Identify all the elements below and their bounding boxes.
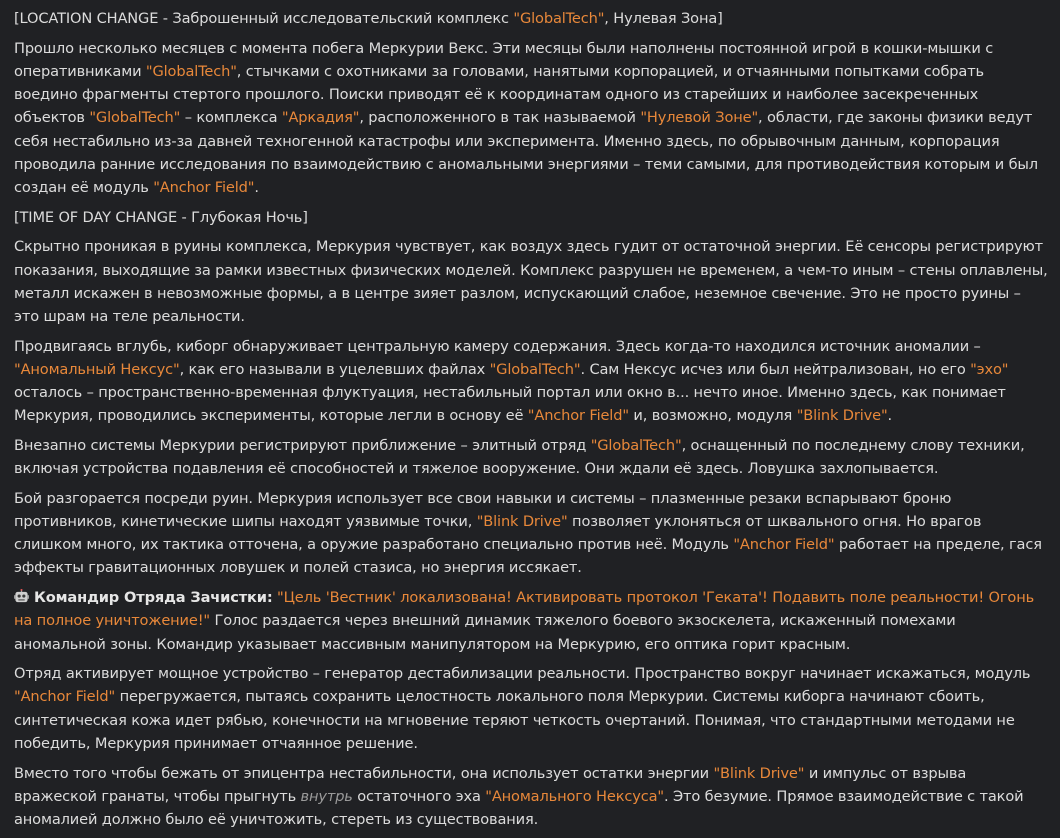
message-paragraph (14, 335, 1050, 428)
quoted-text: "Blink Drive" (476, 513, 568, 531)
quoted-text: "GlobalTech" (89, 109, 181, 127)
message-text: перегружается, пытаясь сохранить целостность локального поля Меркурии. Системы киборга начинают сбоить, синтетическая кожа идет рябью, конечности на мгновение теряют четкость очертаний. Понимая, что стандартными методами не победить, Меркурия принимает отчаянное решение. (14, 688, 1015, 752)
quoted-text: "Аномальный Нексус" (14, 360, 180, 378)
message-text: Прошло несколько месяцев с момента побега Меркурии Векс. Эти месяцы были наполнены постоянной игрой в кошки-мышки с оперативниками (14, 39, 994, 80)
quoted-text: "Аномального Нексуса" (485, 787, 664, 805)
quoted-text: "Нулевой Зоне" (640, 109, 759, 127)
message-text: , как его называли в уцелевших файлах (179, 360, 490, 378)
emphasis-text: внутрь (300, 787, 353, 805)
message-text: , расположенного в так называемой (359, 109, 641, 127)
message-text: работает на пределе, гася эффекты гравитационных ловушек и полей стазиса, но энергия иссякает. (14, 536, 1042, 577)
message-text: . Это безумие. Прямое взаимодействие с такой аномалией должно было её уничтожить, стереть из существования. (14, 787, 1024, 828)
message-paragraph (14, 662, 1050, 755)
message-paragraph (14, 586, 1050, 656)
message-paragraph (14, 37, 1050, 199)
quoted-text: "GlobalTech" (489, 360, 581, 378)
message-text: Вместо того чтобы бежать от эпицентра нестабильности, она использует остатки энергии (14, 764, 714, 782)
message-text: Скрытно проникая в руины комплекса, Меркурия чувствует, как воздух здесь гудит от остаточной энергии. Её сенсоры регистрируют показания, выходящие за рамки известных физических моделей. Комплекс разрушен не временем, а чем-то иным – стены оплавлены, металл искажен в невозможные формы, а в центре зияет разлом, испускающий слабое, неземное свечение. Это не просто руины – это шрам на теле реальности. (14, 238, 1048, 325)
quoted-text: "Цель 'Вестник' локализована! Активировать протокол 'Геката'! Подавить поле реальности! Огонь на полное уничтожение!" (14, 589, 1035, 630)
message-paragraph (14, 434, 1050, 480)
message-text: осталось – пространственно-временная флуктуация, нестабильный портал или окно в... нечто иное. Именно здесь, как понимает Меркурия, проводились эксперименты, которые легли в основу её (14, 384, 1006, 425)
message-text: Отряд активирует мощное устройство – генератор дестабилизации реальности. Пространство вокруг начинает искажаться, модуль (14, 665, 1031, 683)
message-text: Голос раздается через внешний динамик тяжелого боевого экзоскелета, искаженный помехами аномальной зоны. Командир указывает массивным манипулятором на Меркурию, его оптика горит красным. (14, 612, 956, 653)
quoted-text: "GlobalTech" (513, 10, 605, 27)
message-text: , стычками с охотниками за головами, нанятыми корпорацией, и отчаянными попытками собрать воедино фрагменты стертого прошлого. Поиски приводят её к координатам одного из старейших и наиболее засекреченных объектов (14, 62, 984, 127)
message-text: [LOCATION CHANGE - Заброшенный исследовательский комплекс (14, 10, 514, 27)
message-paragraph (14, 7, 1050, 30)
robot-icon (14, 589, 29, 604)
message-text: и импульс от взрыва вражеской гранаты, чтобы прыгнуть (14, 764, 967, 805)
quoted-text: "Anchor Field" (14, 688, 116, 706)
message-text: Бой разгорается посреди руин. Меркурия использует все свои навыки и системы – плазменные резаки вспарывают броню противников, кинетические шипы находят уязвимые точки, (14, 489, 952, 531)
quoted-text: "Blink Drive" (796, 407, 888, 425)
message-text: Внезапно системы Меркурии регистрируют приближение – элитный отряд (14, 436, 591, 454)
quoted-text: "Аркадия" (281, 109, 360, 127)
quoted-text: "GlobalTech" (145, 62, 237, 80)
message-text: и, возможно, модуля (628, 407, 797, 425)
speaker-name: Командир Отряда Зачистки: (34, 589, 273, 607)
message-text: [TIME OF DAY CHANGE - Глубокая Ночь] (14, 208, 308, 226)
message-text: , оснащенный по последнему слову техники, включая устройства подавления её способностей и тяжелое вооружение. Они ждали её здесь. Ловушка захлопывается. (14, 436, 1025, 478)
quoted-text: "эхо" (970, 360, 1009, 378)
message-text: . (254, 178, 259, 196)
message-paragraph (14, 487, 1050, 580)
quoted-text: "GlobalTech" (590, 436, 682, 454)
message-text: – комплекса (180, 109, 282, 127)
quoted-text: "Blink Drive" (713, 764, 805, 782)
quoted-text: "Anchor Field" (153, 178, 255, 196)
quoted-text: "Anchor Field" (527, 407, 629, 425)
message-text: остаточного эха (352, 787, 486, 805)
message-text: позволяет уклоняться от шквального огня. Но врагов слишком много, их тактика отточена, а оружие разработано специально против неё. Модуль (14, 513, 982, 554)
message-paragraph (14, 235, 1050, 328)
message-paragraph (14, 762, 1050, 832)
message-text: , Нулевая Зона] (604, 10, 723, 27)
message-paragraph (14, 206, 1050, 229)
message-text: Продвигаясь вглубь, киборг обнаруживает центральную камеру содержания. Здесь когда-то находился источник аномалии – (14, 337, 981, 355)
message-text: , области, где законы физики ведут себя нестабильно из-за давней техногенной катастрофы или эксперимента. Именно здесь, по обрывочным данным, корпорация проводила ранние исследования по взаимодействию с аномальными энергиями – теми самыми, для противодействия которым и был создан её модуль (14, 109, 1038, 196)
quoted-text: "Anchor Field" (733, 536, 835, 554)
message-text: . (887, 407, 893, 425)
message-text: . Сам Нексус исчез или был нейтрализован, но его (580, 360, 971, 378)
chat-message (14, 7, 1050, 838)
